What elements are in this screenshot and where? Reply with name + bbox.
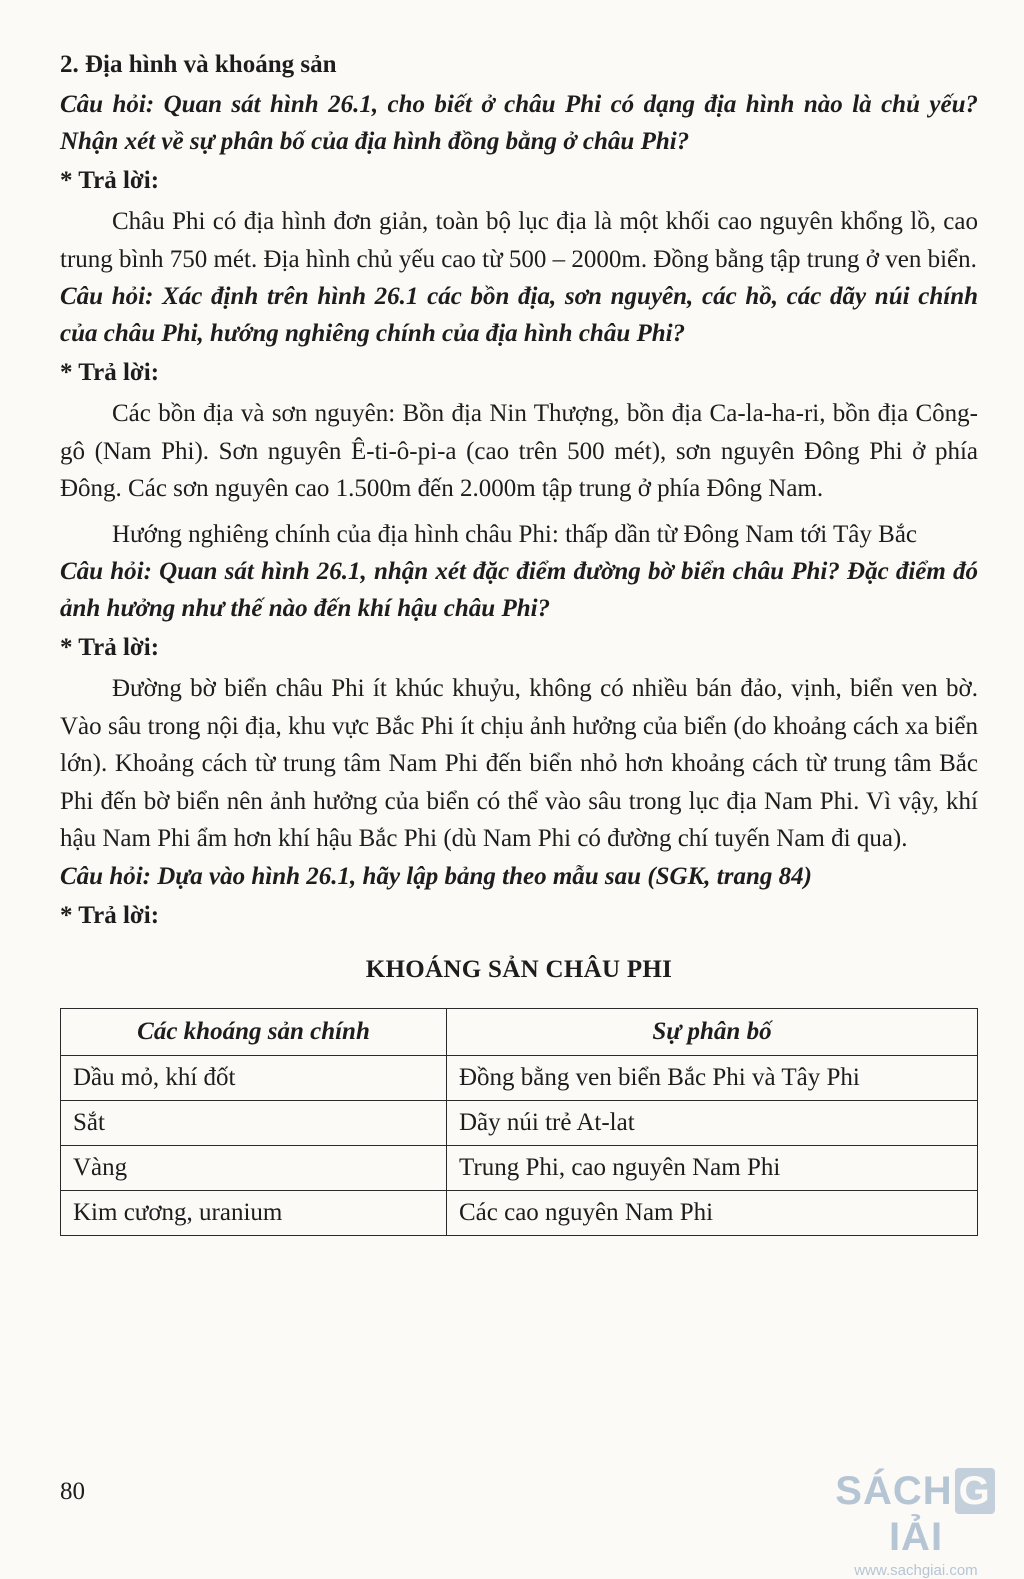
distribution-cell: Dãy núi trẻ At-lat <box>447 1100 978 1145</box>
table-header-row <box>61 1008 978 1055</box>
table-row <box>61 1055 978 1100</box>
answer-label-1: * Trả lời: <box>60 167 160 194</box>
answer-3-paragraph-1: Đường bờ biển châu Phi ít khúc khuỷu, không có nhiều bán đảo, vịnh, biển ven bờ. Vào sâu trong nội địa, khu vực Bắc Phi ít chịu ảnh hưởng của biển (do khoảng cách xa biển lớn). Khoảng cách từ trung tâm Nam Phi đến biển nhỏ hơn khoảng cách từ trung tâm Bắc Phi đến bờ biển nên ảnh hưởng của biển có thể vào sâu trong lục địa Nam Phi. Vì vậy, khí hậu Nam Phi ẩm hơn khí hậu Bắc Phi (dù Nam Phi có đường chí tuyến Nam đi qua). <box>60 675 978 852</box>
qa-block-1 <box>60 86 978 278</box>
answer-label-4: * Trả lời: <box>60 901 160 929</box>
answer-1-paragraph-1: Châu Phi có địa hình đơn giản, toàn bộ lục địa là một khối cao nguyên khổng lồ, cao trung bình 750 mét. Địa hình chủ yếu cao từ 500 – 2000m. Đồng bằng tập trung ở ven biển. <box>60 208 978 273</box>
watermark-logo: SÁCH GIẢI <box>816 1468 1016 1560</box>
distribution-cell: Các cao nguyên Nam Phi <box>447 1190 978 1235</box>
header-distribution: Sự phân bố <box>447 1008 978 1055</box>
table-row <box>61 1100 978 1145</box>
question-4: Câu hỏi: Dựa vào hình 26.1, hãy lập bảng theo mẫu sau (SGK, trang 84) <box>60 862 812 890</box>
watermark-url: www.sachgiai.com <box>854 1562 978 1579</box>
qa-block-2 <box>60 278 978 553</box>
page-content <box>60 48 978 1236</box>
question-2: Câu hỏi: Xác định trên hình 26.1 các bồn địa, sơn nguyên, các hồ, các dãy núi chính của châu Phi, hướng nghiêng chính của địa hình châu Phi? <box>60 283 978 347</box>
mineral-cell: Vàng <box>61 1145 447 1190</box>
distribution-cell: Đồng bằng ven biển Bắc Phi và Tây Phi <box>447 1055 978 1100</box>
answer-2-paragraph-2: Hướng nghiêng chính của địa hình châu Phi: thấp dần từ Đông Nam tới Tây Bắc <box>112 520 918 548</box>
minerals-table <box>60 1008 978 1236</box>
question-3: Câu hỏi: Quan sát hình 26.1, nhận xét đặc điểm đường bờ biển châu Phi? Đặc điểm đó ảnh hưởng như thế nào đến khí hậu châu Phi? <box>60 558 978 622</box>
distribution-cell: Trung Phi, cao nguyên Nam Phi <box>447 1145 978 1190</box>
section-heading: 2. Địa hình và khoáng sản <box>60 51 337 78</box>
header-minerals: Các khoáng sản chính <box>61 1008 447 1055</box>
table-row <box>61 1145 978 1190</box>
qa-block-3 <box>60 553 978 858</box>
qa-block-4 <box>60 858 978 934</box>
watermark <box>816 1468 1016 1579</box>
mineral-cell: Dầu mỏ, khí đốt <box>61 1055 447 1100</box>
question-1: Câu hỏi: Quan sát hình 26.1, cho biết ở châu Phi có dạng địa hình nào là chủ yếu? Nhận xét về sự phân bố của địa hình đồng bằng ở châu Phi? <box>60 91 978 155</box>
answer-label-3: * Trả lời: <box>60 634 160 661</box>
table-row <box>61 1190 978 1235</box>
table-title: KHOÁNG SẢN CHÂU PHI <box>365 955 673 983</box>
answer-2-paragraph-1: Các bồn địa và sơn nguyên: Bồn địa Nin Thượng, bồn địa Ca-la-ha-ri, bồn địa Công-gô (Nam Phi). Sơn nguyên Ê-ti-ô-pi-a (cao trên 500 mét), sơn nguyên Đông Phi ở phía Đông. Các sơn nguyên cao 1.500m đến 2.000m tập trung ở phía Đông Nam. <box>60 400 978 502</box>
page-number: 80 <box>60 1478 85 1505</box>
mineral-cell: Sắt <box>61 1100 447 1145</box>
mineral-cell: Kim cương, uranium <box>61 1190 447 1235</box>
answer-label-2: * Trả lời: <box>60 359 160 386</box>
